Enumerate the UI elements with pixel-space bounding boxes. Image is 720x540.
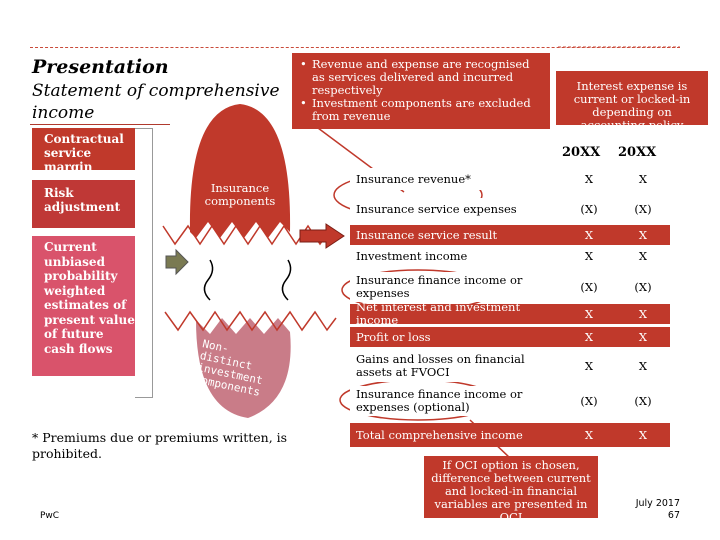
csm-box: Contractual service margin	[32, 128, 135, 170]
insurance-components-shape	[190, 104, 290, 238]
note-bullet: • Investment components are excluded from revenue	[300, 97, 544, 123]
note-bullet: • Revenue and expense are recognised as services delivered and incurred respectively	[300, 58, 544, 97]
table-row: Insurance revenue* X X	[350, 168, 670, 190]
footer-date	[620, 498, 680, 522]
column-header-2: 20XX	[618, 145, 657, 160]
table-row: Gains and losses on financial assets at FVOCI X X	[350, 350, 670, 382]
footnote: * Premiums due or premiums written, is prohibited.	[32, 430, 288, 461]
page-title: Presentation	[32, 56, 169, 78]
oci-note: If OCI option is chosen, difference between current and locked-in financial variables are presented in OCI	[424, 456, 598, 518]
table-row: Insurance finance income or expenses (X) (X)	[350, 272, 670, 302]
squiggle-left	[204, 260, 212, 300]
table-row: Investment income X X	[350, 246, 670, 266]
arrow-olive-icon	[166, 250, 188, 274]
insurance-components-label: Insurance components	[204, 181, 276, 208]
table-row: Insurance finance income or expenses (optional) (X) (X)	[350, 386, 670, 416]
non-distinct-label: Non-distinct investment components	[193, 337, 264, 399]
interest-expense-note: Interest expense is current or locked-in depending on accounting policy choice	[556, 71, 708, 125]
risk-adjustment-box: Risk adjustment	[32, 180, 135, 228]
brand-logo-text: PwC	[40, 511, 60, 521]
revenue-expense-note	[292, 53, 550, 129]
squiggle-right	[282, 260, 290, 300]
page-subtitle: Statement of comprehensive income	[32, 81, 280, 123]
table-row: Insurance service expenses (X) (X)	[350, 198, 670, 220]
page-number: 67	[667, 510, 680, 521]
table-row: Insurance service result X X	[350, 225, 670, 245]
table-row: Total comprehensive income X X	[350, 423, 670, 447]
column-header-1: 20XX	[562, 145, 601, 160]
table-row: Profit or loss X X	[350, 327, 670, 347]
current-estimates-box: Current unbiased probability weighted estimates of present value of future cash flows	[32, 236, 135, 376]
table-row: Net interest and investment income X X	[350, 304, 670, 324]
footer-date-text: July 2017	[635, 498, 680, 509]
